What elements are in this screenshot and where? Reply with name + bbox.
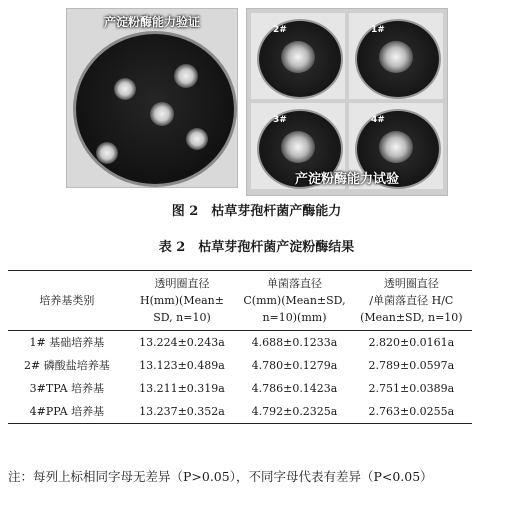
table-row: 3#TPA 培养基 13.211±0.319a 4.786±0.1423a 2.751±0.0389a xyxy=(29,382,455,396)
figure-caption: 图 2 枯草芽孢杆菌产酶能力 xyxy=(171,204,342,219)
table-row: 2# 磷酸盐培养基 13.123±0.489a 4.780±0.1279a 2.789±0.0597a xyxy=(24,359,455,373)
header-halo-diameter: 透明圈直径 H(mm)(Mean± SD, n=10) xyxy=(139,277,224,325)
colony-halo xyxy=(174,64,198,88)
mini-plate-label: 2# xyxy=(273,25,287,35)
colony-halo xyxy=(150,102,174,126)
colony-halo xyxy=(114,78,136,100)
header-medium: 培养基类别 xyxy=(39,294,95,308)
mini-plates-photo xyxy=(246,8,448,196)
table-row: 1# 基础培养基 13.224±0.243a 4.688±0.1233a 2.820±0.0161a xyxy=(29,336,455,350)
mini-plate-label: 4# xyxy=(371,115,385,125)
table-caption: 表 2 枯草芽孢杆菌产淀粉酶结果 xyxy=(158,240,355,255)
mini-plate-label: 1# xyxy=(371,25,385,35)
petri-dish-photo xyxy=(66,8,238,188)
figure-photos xyxy=(66,8,446,194)
mini-plate xyxy=(251,13,345,99)
mini-plates-caption: 产淀粉酶能力试验 xyxy=(294,172,399,187)
table-note: 注：每列上标相同字母无差异（P>0.05），不同字母代表有差异（P<0.05） xyxy=(8,469,433,484)
mini-plate-label: 3# xyxy=(273,115,287,125)
results-table xyxy=(8,270,472,424)
table-header-row xyxy=(8,271,472,331)
photo-title: 产淀粉酶能力验证 xyxy=(103,15,200,29)
table-row: 4#PPA 培养基 13.237±0.352a 4.792±0.2325a 2.763±0.0255a xyxy=(8,400,472,424)
petri-dish xyxy=(73,31,237,187)
mini-plate xyxy=(349,13,443,99)
colony-halo xyxy=(186,128,208,150)
header-colony-diameter: 单菌落直径 C(mm)(Mean±SD, n=10)(mm) xyxy=(243,277,346,325)
header-ratio: 透明圈直径 /单菌落直径 H/C (Mean±SD, n=10) xyxy=(360,277,463,325)
colony-halo xyxy=(96,142,118,164)
